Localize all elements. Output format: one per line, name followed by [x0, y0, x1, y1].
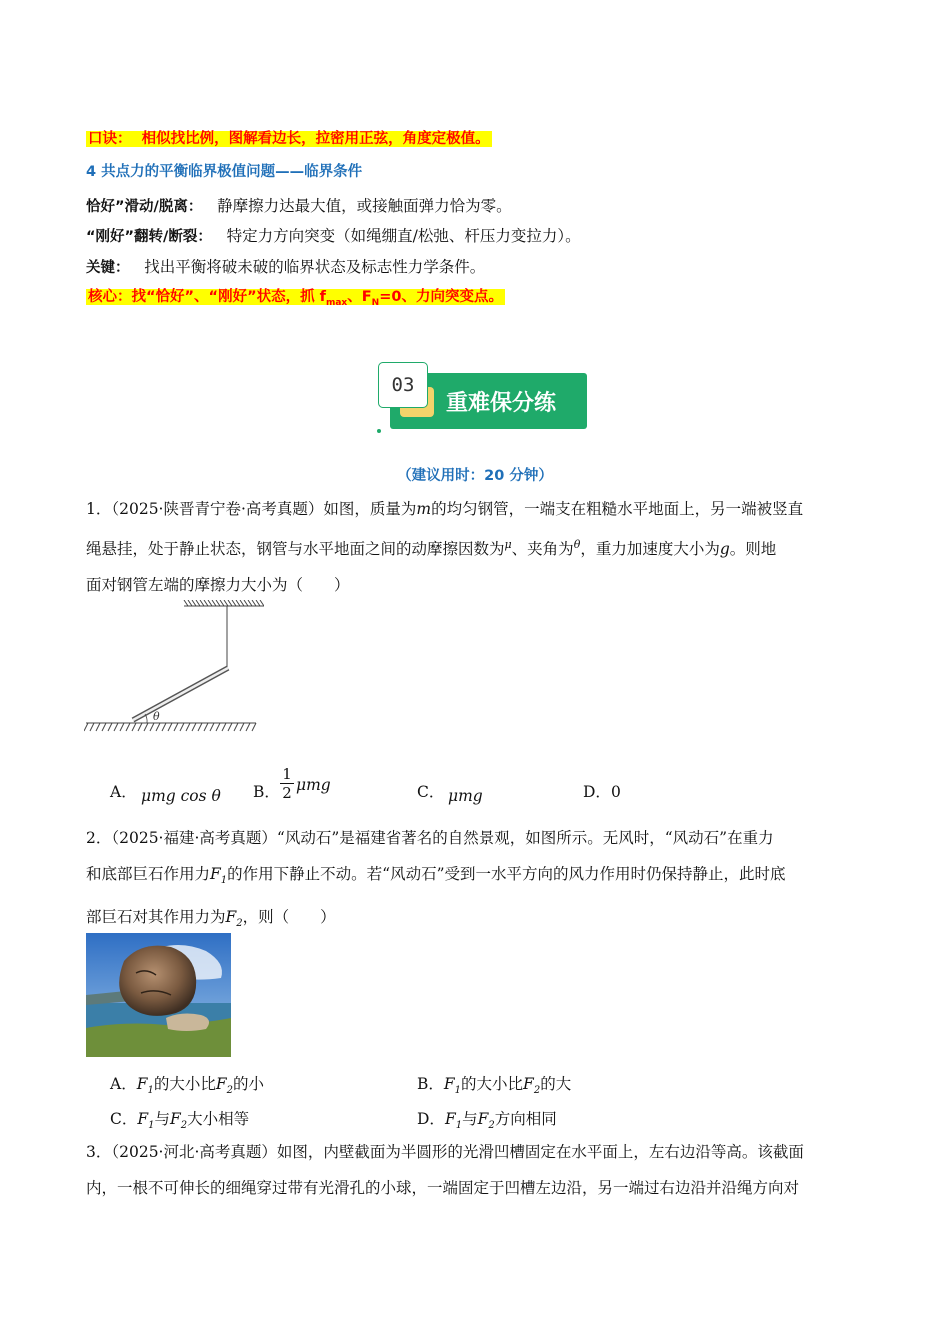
q2-text: 部巨石对其作用力为: [86, 908, 226, 927]
var-f: F: [523, 1075, 534, 1093]
q2-var-f: F: [210, 865, 221, 883]
q1-option-a[interactable]: [110, 780, 137, 802]
q1-var-m: m: [416, 500, 432, 518]
rule-label: 恰好”滑动/脱离：: [86, 199, 203, 215]
var-f: F: [215, 1075, 227, 1093]
rule-text: 特定力方向突变（如绳绷直/松弛、杆压力变拉力）。: [226, 227, 581, 245]
rule-text: 静摩擦力达最大值，或接触面弹力恰为零。: [217, 197, 512, 215]
q1-text: 、夹角为: [511, 540, 574, 559]
q1-option-b-value: μmg: [296, 776, 331, 794]
q2-option-a[interactable]: [110, 1072, 264, 1096]
rule-row: [86, 256, 485, 279]
q3-line-2: 内，一根不可伸长的细绳穿过带有光滑孔的小球，一端固定于凹槽左边沿，另一端过右边沿并沿绳方向对: [86, 1179, 800, 1197]
wind-stone: [119, 946, 196, 1016]
core-sub-max: max: [325, 297, 348, 308]
rule-text: 找出平衡将破未破的临界状态及标志性力学条件。: [144, 258, 486, 276]
var-f: F: [477, 1110, 489, 1128]
option-text: 方向相同: [494, 1110, 557, 1128]
question-1: [86, 491, 866, 603]
option-label: D．: [417, 1110, 445, 1128]
option-text: 与: [154, 1110, 171, 1128]
option-text: 的小: [233, 1075, 265, 1093]
option-text: 的大小比: [153, 1075, 216, 1093]
var-sub: 2: [488, 1120, 495, 1132]
q2-option-b[interactable]: [417, 1072, 571, 1096]
q2-option-c[interactable]: [110, 1107, 249, 1131]
q2-line-1: 2．（2025·福建·高考真题）“风动石”是福建省著名的自然景观，如图所示。无风时，“风动石”在重力: [86, 829, 774, 847]
option-label: D．: [583, 783, 611, 801]
section-dot: [377, 429, 381, 433]
q2-text: ，则（ ）: [242, 908, 336, 927]
option-text: 的大: [540, 1075, 572, 1093]
q1-option-b[interactable]: [253, 780, 280, 802]
q2-option-d[interactable]: [417, 1107, 557, 1131]
mnemonic-line: [86, 127, 492, 150]
q1-option-c[interactable]: [417, 780, 444, 802]
section-heading: 4 共点力的平衡临界极值问题——临界条件: [86, 164, 363, 180]
var-sub: 2: [180, 1120, 188, 1132]
core-prefix: 核心：找“恰好”、“刚好”状态，抓 f: [88, 289, 326, 305]
time-hint: （建议用时：20 分钟）: [397, 468, 553, 484]
q2-text: 的作用下静止不动。若“风动石”受到一水平方向的风力作用时仍保持静止，此时底: [227, 865, 786, 883]
option-label: A．: [110, 783, 137, 801]
q3-line-1: 3．（2025·河北·高考真题）如图，内壁截面为半圆形的光滑凹槽固定在水平面上，左右边沿等高。该截面: [86, 1143, 804, 1161]
q1-option-a-value: μmg cos θ: [141, 787, 221, 805]
mnemonic-text: 相似找比例，图解看边长，拉密用正弦，角度定极值。: [141, 131, 490, 147]
q1-text: 绳悬挂，处于静止状态，钢管与水平地面之间的动摩擦因数为: [86, 540, 505, 559]
option-value: 0: [610, 783, 621, 801]
var-sub: 1: [147, 1085, 154, 1097]
var-sub: 2: [226, 1085, 233, 1097]
q1-var-mu: μ: [504, 538, 512, 551]
var-sub: 1: [148, 1120, 155, 1132]
q1-text: 面对钢管左端的摩擦力大小为（ ）: [86, 576, 350, 595]
q2-sub: 1: [220, 875, 228, 887]
q1-text: 1．（2025·陕晋青宁卷·高考真题）如图，质量为: [86, 500, 417, 518]
rule-row: [86, 195, 512, 218]
option-label: C．: [110, 1110, 138, 1128]
core-highlight: [86, 289, 505, 308]
q1-line-3: [86, 567, 866, 603]
var-f: F: [443, 1075, 455, 1093]
core-mid: 、F: [347, 289, 372, 305]
var-f: F: [444, 1110, 456, 1128]
q1-option-b-fraction: [280, 765, 294, 802]
var-f: F: [170, 1110, 181, 1128]
option-label: A．: [110, 1075, 137, 1093]
q1-var-g: g: [719, 540, 730, 559]
var-sub: 1: [454, 1085, 462, 1097]
rule-label: “刚好”翻转/断裂：: [86, 229, 212, 245]
q2-text: 和底部巨石作用力: [86, 865, 211, 883]
theta-label: θ: [153, 710, 160, 723]
rule-label: 关键：: [86, 260, 130, 276]
q1-text: ，重力加速度大小为: [580, 540, 720, 559]
var-f: F: [136, 1075, 148, 1093]
core-line: [86, 285, 505, 314]
option-label: B．: [253, 783, 280, 801]
core-sub-n: N: [371, 297, 380, 308]
q1-line-2: [86, 527, 866, 567]
rule-row: [86, 225, 581, 248]
q2-sub: 2: [236, 918, 243, 930]
fraction-denominator: 2: [280, 783, 294, 802]
q1-figure: [84, 600, 264, 735]
section-title: 重难保分练: [446, 391, 557, 416]
q1-text: 的均匀钢管，一端支在粗糙水平地面上，另一端被竖直: [431, 500, 804, 518]
option-label: C．: [417, 783, 445, 801]
base-rock: [166, 1014, 209, 1031]
option-label: B．: [417, 1075, 444, 1093]
steel-pipe: [133, 668, 228, 720]
mnemonic-label: 口诀：: [88, 131, 132, 147]
q2-photo: [86, 933, 231, 1057]
q2-var-f: F: [225, 908, 237, 927]
q2-line-2: [86, 856, 866, 899]
fraction-numerator: 1: [282, 765, 292, 783]
var-f: F: [137, 1110, 149, 1128]
section-badge: [378, 362, 588, 432]
question-2: [86, 820, 866, 942]
ground-hatch: [84, 723, 256, 731]
option-text: 与: [462, 1110, 478, 1128]
var-sub: 2: [533, 1085, 541, 1097]
core-suffix: =0、力向突变点。: [379, 289, 503, 305]
q1-text: 。则地: [729, 540, 777, 559]
q1-line-1: [86, 491, 866, 527]
q1-var-theta: θ: [573, 538, 581, 551]
ceiling-hatch: [184, 600, 264, 606]
var-sub: 1: [455, 1120, 463, 1132]
q1-option-d[interactable]: [583, 780, 621, 802]
question-3: [86, 1134, 866, 1206]
option-text: 的大小比: [461, 1075, 524, 1093]
q1-option-c-value: μmg: [448, 787, 483, 805]
mnemonic-highlight: [86, 131, 492, 147]
option-text: 大小相等: [187, 1110, 250, 1128]
section-number: 03: [378, 362, 428, 408]
